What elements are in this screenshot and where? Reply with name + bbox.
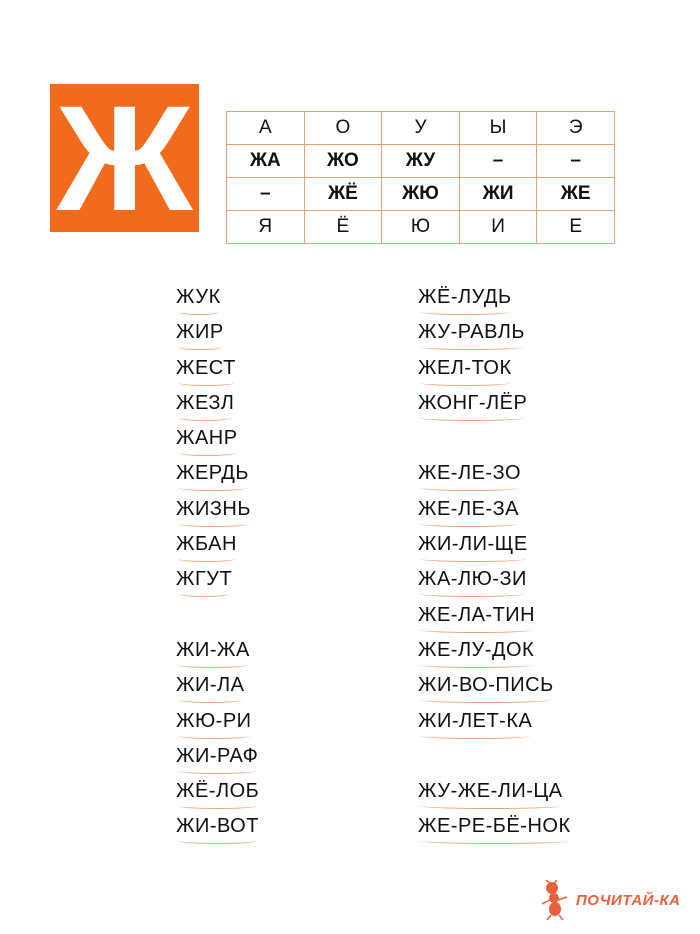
syllable-cell: –: [459, 145, 537, 178]
word-item: [418, 461, 571, 496]
word-item: [176, 356, 259, 391]
letter-block: [50, 74, 199, 242]
word-gap: [418, 744, 571, 779]
word-gap: [176, 603, 259, 638]
word-item: [418, 709, 571, 744]
word-item: [176, 567, 259, 602]
syllable-cell: ЖО: [304, 145, 382, 178]
syllable-cell: И: [459, 211, 537, 244]
word-item: [418, 673, 571, 708]
word-item: [176, 638, 259, 673]
word-text: ЖУ-ЖЕ-ЛИ-ЦА: [418, 780, 563, 803]
word-text: ЖЕ-ЛЕ-ЗА: [418, 497, 520, 520]
word-text: ЖАНР: [176, 427, 238, 450]
word-text: ЖЕ-ЛА-ТИН: [418, 603, 536, 626]
logo-text: ПОЧИТАЙ-КА: [576, 891, 681, 909]
word-text: ЖИЗНЬ: [176, 497, 251, 520]
word-item: [176, 285, 259, 320]
right-word-column: [418, 285, 571, 850]
word-item: [418, 779, 571, 814]
syllable-table: [226, 111, 615, 244]
syllable-cell: Ё: [304, 211, 382, 244]
word-item: [418, 567, 571, 602]
word-text: ЖИ-ЛА: [176, 674, 245, 697]
word-text: ЖЕЛ-ТОК: [418, 356, 512, 379]
syllable-row: [227, 178, 615, 211]
word-text: ЖИ-ВО-ПИСЬ: [418, 674, 554, 697]
word-text: ЖЕЗЛ: [176, 391, 235, 414]
word-item: [418, 320, 571, 355]
word-item: [176, 744, 259, 779]
syllable-cell: ЖЮ: [382, 178, 460, 211]
word-text: ЖА-ЛЮ-ЗИ: [418, 568, 527, 591]
syllable-cell: –: [537, 145, 615, 178]
ant-mascot-icon: [540, 880, 570, 920]
big-letter: Ж: [56, 74, 193, 242]
word-text: ЖЮ-РИ: [176, 709, 252, 732]
word-text: ЖЁ-ЛУДЬ: [418, 286, 512, 308]
word-text: ЖЕ-ЛЕ-ЗО: [418, 462, 522, 485]
word-item: [176, 532, 259, 567]
syllable-cell: ЖЁ: [304, 178, 382, 211]
word-text: ЖЕСТ: [176, 356, 236, 379]
word-text: ЖОНГ-ЛЁР: [418, 391, 528, 414]
word-item: [176, 461, 259, 496]
syllable-row: [227, 211, 615, 244]
word-text: ЖБАН: [176, 533, 237, 556]
syllable-row: [227, 145, 615, 178]
word-text: ЖЕРДЬ: [176, 462, 249, 485]
syllable-cell: У: [382, 112, 460, 145]
syllable-cell: –: [227, 178, 305, 211]
word-item: [418, 814, 571, 849]
word-text: ЖУК: [176, 286, 221, 308]
word-text: ЖИ-ВОТ: [176, 815, 259, 838]
word-item: [176, 779, 259, 814]
syllable-cell: Э: [537, 112, 615, 145]
syllable-cell: ЖА: [227, 145, 305, 178]
syllable-cell: А: [227, 112, 305, 145]
syllable-cell: Ю: [382, 211, 460, 244]
word-item: [176, 320, 259, 355]
left-word-column: [176, 285, 259, 850]
syllable-cell: Я: [227, 211, 305, 244]
word-item: [418, 497, 571, 532]
syllable-cell: Ы: [459, 112, 537, 145]
syllable-cell: О: [304, 112, 382, 145]
word-gap: [418, 426, 571, 461]
word-text: ЖИР: [176, 321, 224, 344]
syllable-cell: ЖЕ: [537, 178, 615, 211]
word-item: [176, 426, 259, 461]
word-item: [418, 532, 571, 567]
word-text: ЖИ-ЛИ-ЩЕ: [418, 533, 528, 556]
word-text: ЖЁ-ЛОБ: [176, 780, 260, 803]
syllable-cell: ЖИ: [459, 178, 537, 211]
word-item: [176, 391, 259, 426]
word-text: ЖЕ-ЛУ-ДОК: [418, 638, 535, 661]
word-item: [418, 391, 571, 426]
word-item: [176, 497, 259, 532]
word-item: [176, 814, 259, 849]
word-item: [176, 673, 259, 708]
syllable-cell: Е: [537, 211, 615, 244]
syllable-cell: ЖУ: [382, 145, 460, 178]
word-text: ЖГУТ: [176, 568, 233, 591]
site-logo: [540, 880, 681, 920]
word-item: [418, 356, 571, 391]
word-text: ЖЕ-РЕ-БЁ-НОК: [418, 815, 571, 838]
word-item: [418, 638, 571, 673]
word-text: ЖУ-РАВЛЬ: [418, 321, 525, 344]
syllable-row: [227, 112, 615, 145]
word-text: ЖИ-ЖА: [176, 638, 250, 661]
word-item: [418, 285, 571, 320]
word-text: ЖИ-ЛЕТ-КА: [418, 709, 533, 732]
word-item: [418, 603, 571, 638]
word-item: [176, 709, 259, 744]
word-text: ЖИ-РАФ: [176, 744, 259, 767]
